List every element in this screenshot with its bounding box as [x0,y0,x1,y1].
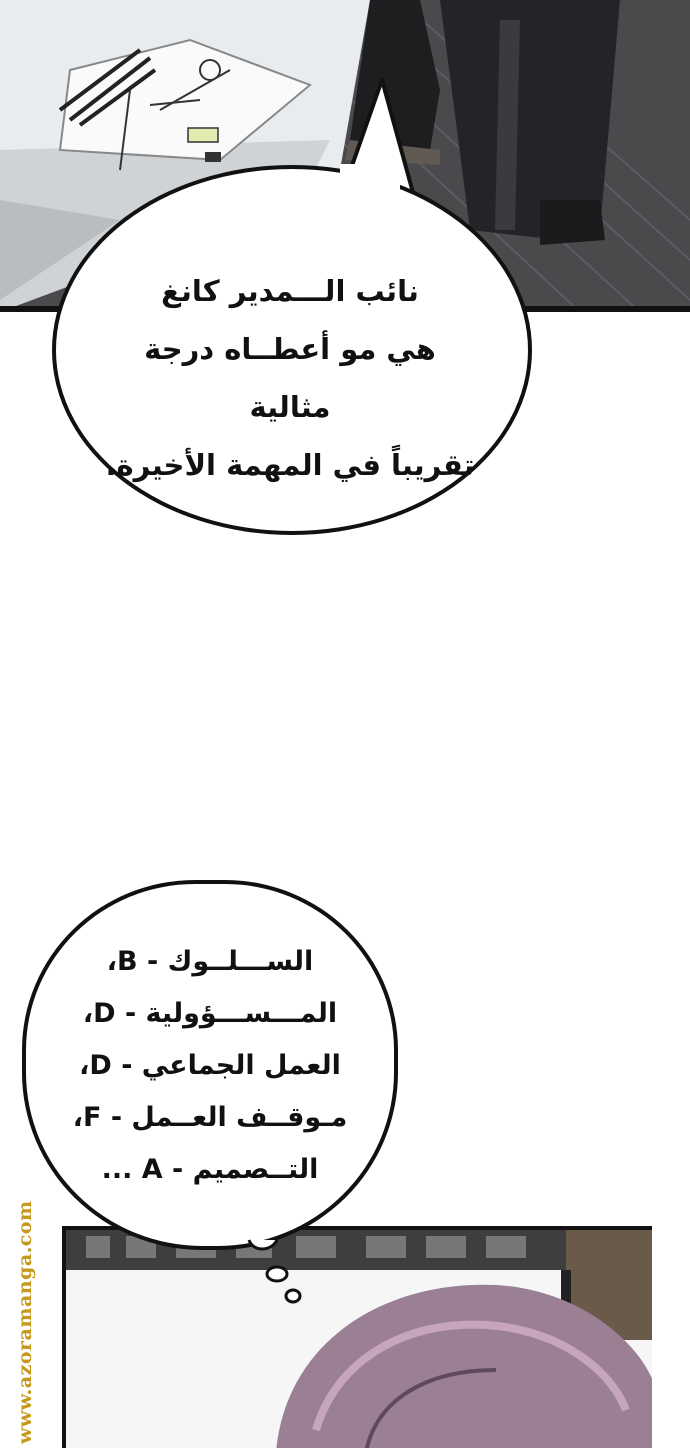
dialogue-line: تقريباً في المهمة الأخيرة. [105,448,475,482]
thought-bubble-text [60,936,360,1196]
evaluation-line: المـــســـؤولية - D، [82,998,338,1029]
character-hair-illustration [66,1230,652,1448]
evaluation-line: مـوقــف العــمل - F، [72,1102,348,1133]
evaluation-line: العمل الجماعي - D، [79,1050,341,1081]
speech-bubble-text [100,262,480,494]
bottom-panel-artwork [62,1226,652,1448]
dialogue-line: نائب الـــمدير كانغ [161,274,419,308]
evaluation-line: الســـلــوك - B، [106,946,314,977]
dialogue-line: هي مو أعطــاه درجة مثالية [144,332,436,424]
bubble-tail-mask [330,150,410,190]
thought-bubble-dots [245,1238,315,1308]
site-watermark: www.azoramanga.com [14,1200,36,1444]
evaluation-line: التــصميم - A ... [101,1154,319,1185]
